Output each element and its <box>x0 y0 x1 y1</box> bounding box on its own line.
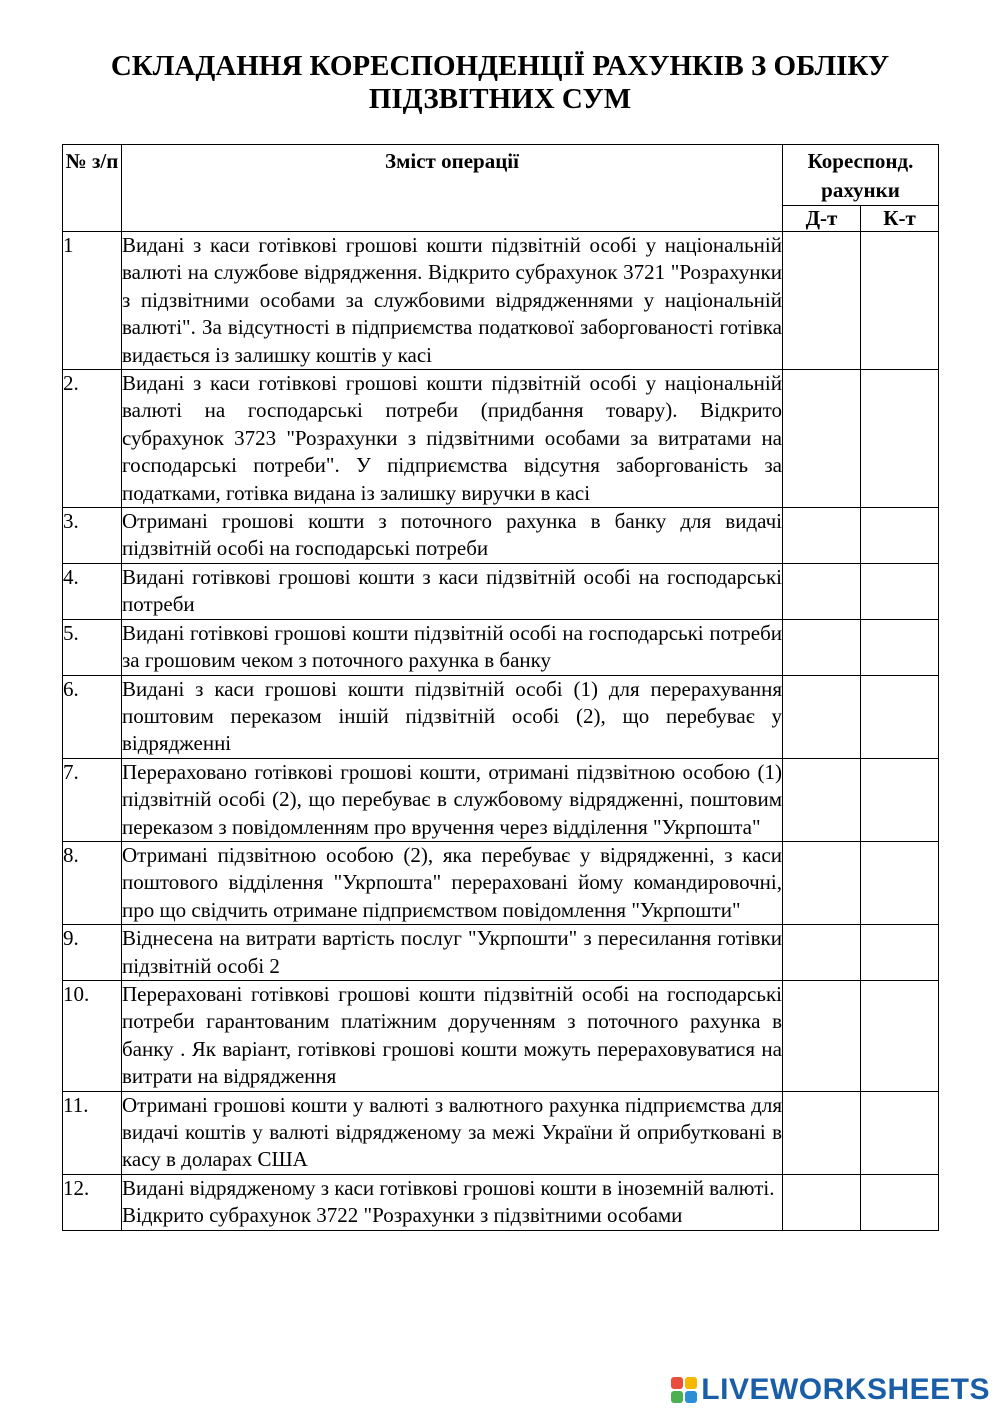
operation-text: Отримані грошові кошти з поточного рахунка в банку для видачі підзвітній особі на господарські потреби <box>122 509 782 561</box>
debit-answer-cell[interactable] <box>783 508 861 564</box>
row-number: 7. <box>63 758 122 841</box>
table-row <box>63 925 939 981</box>
table-row <box>63 508 939 564</box>
operation-description <box>122 508 783 564</box>
credit-answer-cell[interactable] <box>861 925 939 981</box>
credit-answer-cell[interactable] <box>861 1174 939 1230</box>
table-row <box>63 619 939 675</box>
operation-description <box>122 563 783 619</box>
debit-answer-cell[interactable] <box>783 841 861 924</box>
operation-description <box>122 675 783 758</box>
operation-description <box>122 232 783 370</box>
row-number: 2. <box>63 370 122 508</box>
row-number: 6. <box>63 675 122 758</box>
debit-answer-cell[interactable] <box>783 925 861 981</box>
logo-square-3 <box>671 1391 683 1403</box>
row-number: 3. <box>63 508 122 564</box>
table-row <box>63 1174 939 1230</box>
debit-answer-cell[interactable] <box>783 232 861 370</box>
operation-description <box>122 1174 783 1230</box>
credit-answer-cell[interactable] <box>861 508 939 564</box>
table-row <box>63 563 939 619</box>
operation-text: Віднесена на витрати вартість послуг "Укрпошти" з пересилання готівки підзвітній особі 2 <box>122 926 782 978</box>
debit-answer-cell[interactable] <box>783 370 861 508</box>
header-credit: К-т <box>861 206 939 232</box>
header-debit: Д-т <box>783 206 861 232</box>
header-number: № з/п <box>63 145 122 232</box>
title-line-1: СКЛАДАННЯ КОРЕСПОНДЕНЦІЇ РАХУНКІВ З ОБЛІКУ <box>110 50 890 82</box>
brand-text: LIVEWORKSHEETS <box>701 1373 990 1406</box>
debit-answer-cell[interactable] <box>783 1091 861 1174</box>
table-row <box>63 758 939 841</box>
credit-answer-cell[interactable] <box>861 675 939 758</box>
operation-text: Видані з каси готівкові грошові кошти підзвітній особі у національній валюті на господарські потреби (придбання товару). Відкрито субрахунок 3723 "Розрахунки з підзвітними особами за витратами на господарські потреби". У підприємства відсутня заборгованість за податками, готівка видана із залишку виручки в касі <box>122 371 782 505</box>
credit-answer-cell[interactable] <box>861 980 939 1091</box>
row-number: 10. <box>63 980 122 1091</box>
credit-answer-cell[interactable] <box>861 758 939 841</box>
operation-description <box>122 619 783 675</box>
operation-description <box>122 1091 783 1174</box>
table-row <box>63 232 939 370</box>
liveworksheets-logo <box>671 1373 990 1407</box>
credit-answer-cell[interactable] <box>861 563 939 619</box>
operation-text: Видані готівкові грошові кошти з каси підзвітній особі на господарські потреби <box>122 564 782 617</box>
debit-answer-cell[interactable] <box>783 1174 861 1230</box>
credit-answer-cell[interactable] <box>861 370 939 508</box>
logo-square-2 <box>685 1377 697 1389</box>
row-number: 5. <box>63 619 122 675</box>
liveworksheets-logo-icon <box>671 1377 697 1403</box>
credit-answer-cell[interactable] <box>861 841 939 924</box>
operation-description <box>122 841 783 924</box>
operation-text: Перераховані готівкові грошові кошти підзвітній особі на господарські потреби гарантованим платіжним дорученням з поточного рахунка в банку . Як варіант, готівкові грошові кошти можуть перераховуватися на витрати на відрядження <box>122 981 782 1089</box>
table-row <box>63 1091 939 1174</box>
debit-answer-cell[interactable] <box>783 563 861 619</box>
row-number: 12. <box>63 1174 122 1230</box>
row-number: 11. <box>63 1091 122 1174</box>
table-row <box>63 370 939 508</box>
page-title <box>60 50 940 116</box>
operation-text: Видані з каси готівкові грошові кошти підзвітній особі у національній валюті на службове відрядження. Відкрито субрахунок 3721 "Розрахунки з підзвітними особами за службовими відрядженнями у національній валюті". За відсутності в підприємства податкової заборгованості готівка видається із залишку коштів у касі <box>122 233 782 367</box>
credit-answer-cell[interactable] <box>861 619 939 675</box>
debit-answer-cell[interactable] <box>783 675 861 758</box>
debit-answer-cell[interactable] <box>783 980 861 1091</box>
operation-text-continued: Відкрито субрахунок 3722 "Розрахунки з підзвітними особами <box>122 1203 683 1228</box>
operation-text: Видані з каси грошові кошти підзвітній особі (1) для перерахування поштовим переказом іншій підзвітній особі (2), що перебуває у відрядженні <box>122 676 782 756</box>
operation-text: Отримані грошові кошти у валюті з валютного рахунка підприємства для видачі коштів у валюті відрядженому за межі України й оприбутковані в касу в доларах США <box>122 1092 782 1172</box>
logo-square-1 <box>671 1377 683 1389</box>
operation-text: Видані відрядженому з каси готівкові грошові кошти в іноземній валюті. <box>122 1175 775 1200</box>
operation-description <box>122 370 783 508</box>
table-row <box>63 980 939 1091</box>
operation-description <box>122 758 783 841</box>
credit-answer-cell[interactable] <box>861 232 939 370</box>
credit-answer-cell[interactable] <box>861 1091 939 1174</box>
debit-answer-cell[interactable] <box>783 619 861 675</box>
table-row <box>63 675 939 758</box>
operation-text: Отримані підзвітною особою (2), яка перебуває у відрядженні, з каси поштового відділення "Укрпошта" перераховані йому командировочні, про що свідчить отримане підприємством повідомлення "Укрпошти" <box>122 842 782 922</box>
row-number: 4. <box>63 563 122 619</box>
row-number: 8. <box>63 841 122 924</box>
debit-answer-cell[interactable] <box>783 758 861 841</box>
operation-text: Перераховано готівкові грошові кошти, отримані підзвітною особою (1) підзвітній особі (2), що перебуває в службовому відрядженні, поштовим переказом з повідомленням про вручення через відділення "Укрпошта" <box>122 759 782 839</box>
logo-square-4 <box>685 1391 697 1403</box>
operation-description <box>122 980 783 1091</box>
table-row <box>63 841 939 924</box>
operation-description <box>122 925 783 981</box>
row-number: 1 <box>63 232 122 370</box>
row-number: 9. <box>63 925 122 981</box>
header-correspondence: Кореспонд. рахунки <box>783 145 939 206</box>
correspondence-table <box>62 144 939 1231</box>
operation-text: Видані готівкові грошові кошти підзвітній особі на господарські потреби за грошовим чеком з поточного рахунка в банку <box>122 620 782 673</box>
title-line-2: ПІДЗВІТНИХ СУМ <box>368 83 632 115</box>
header-content: Зміст операції <box>122 145 783 232</box>
